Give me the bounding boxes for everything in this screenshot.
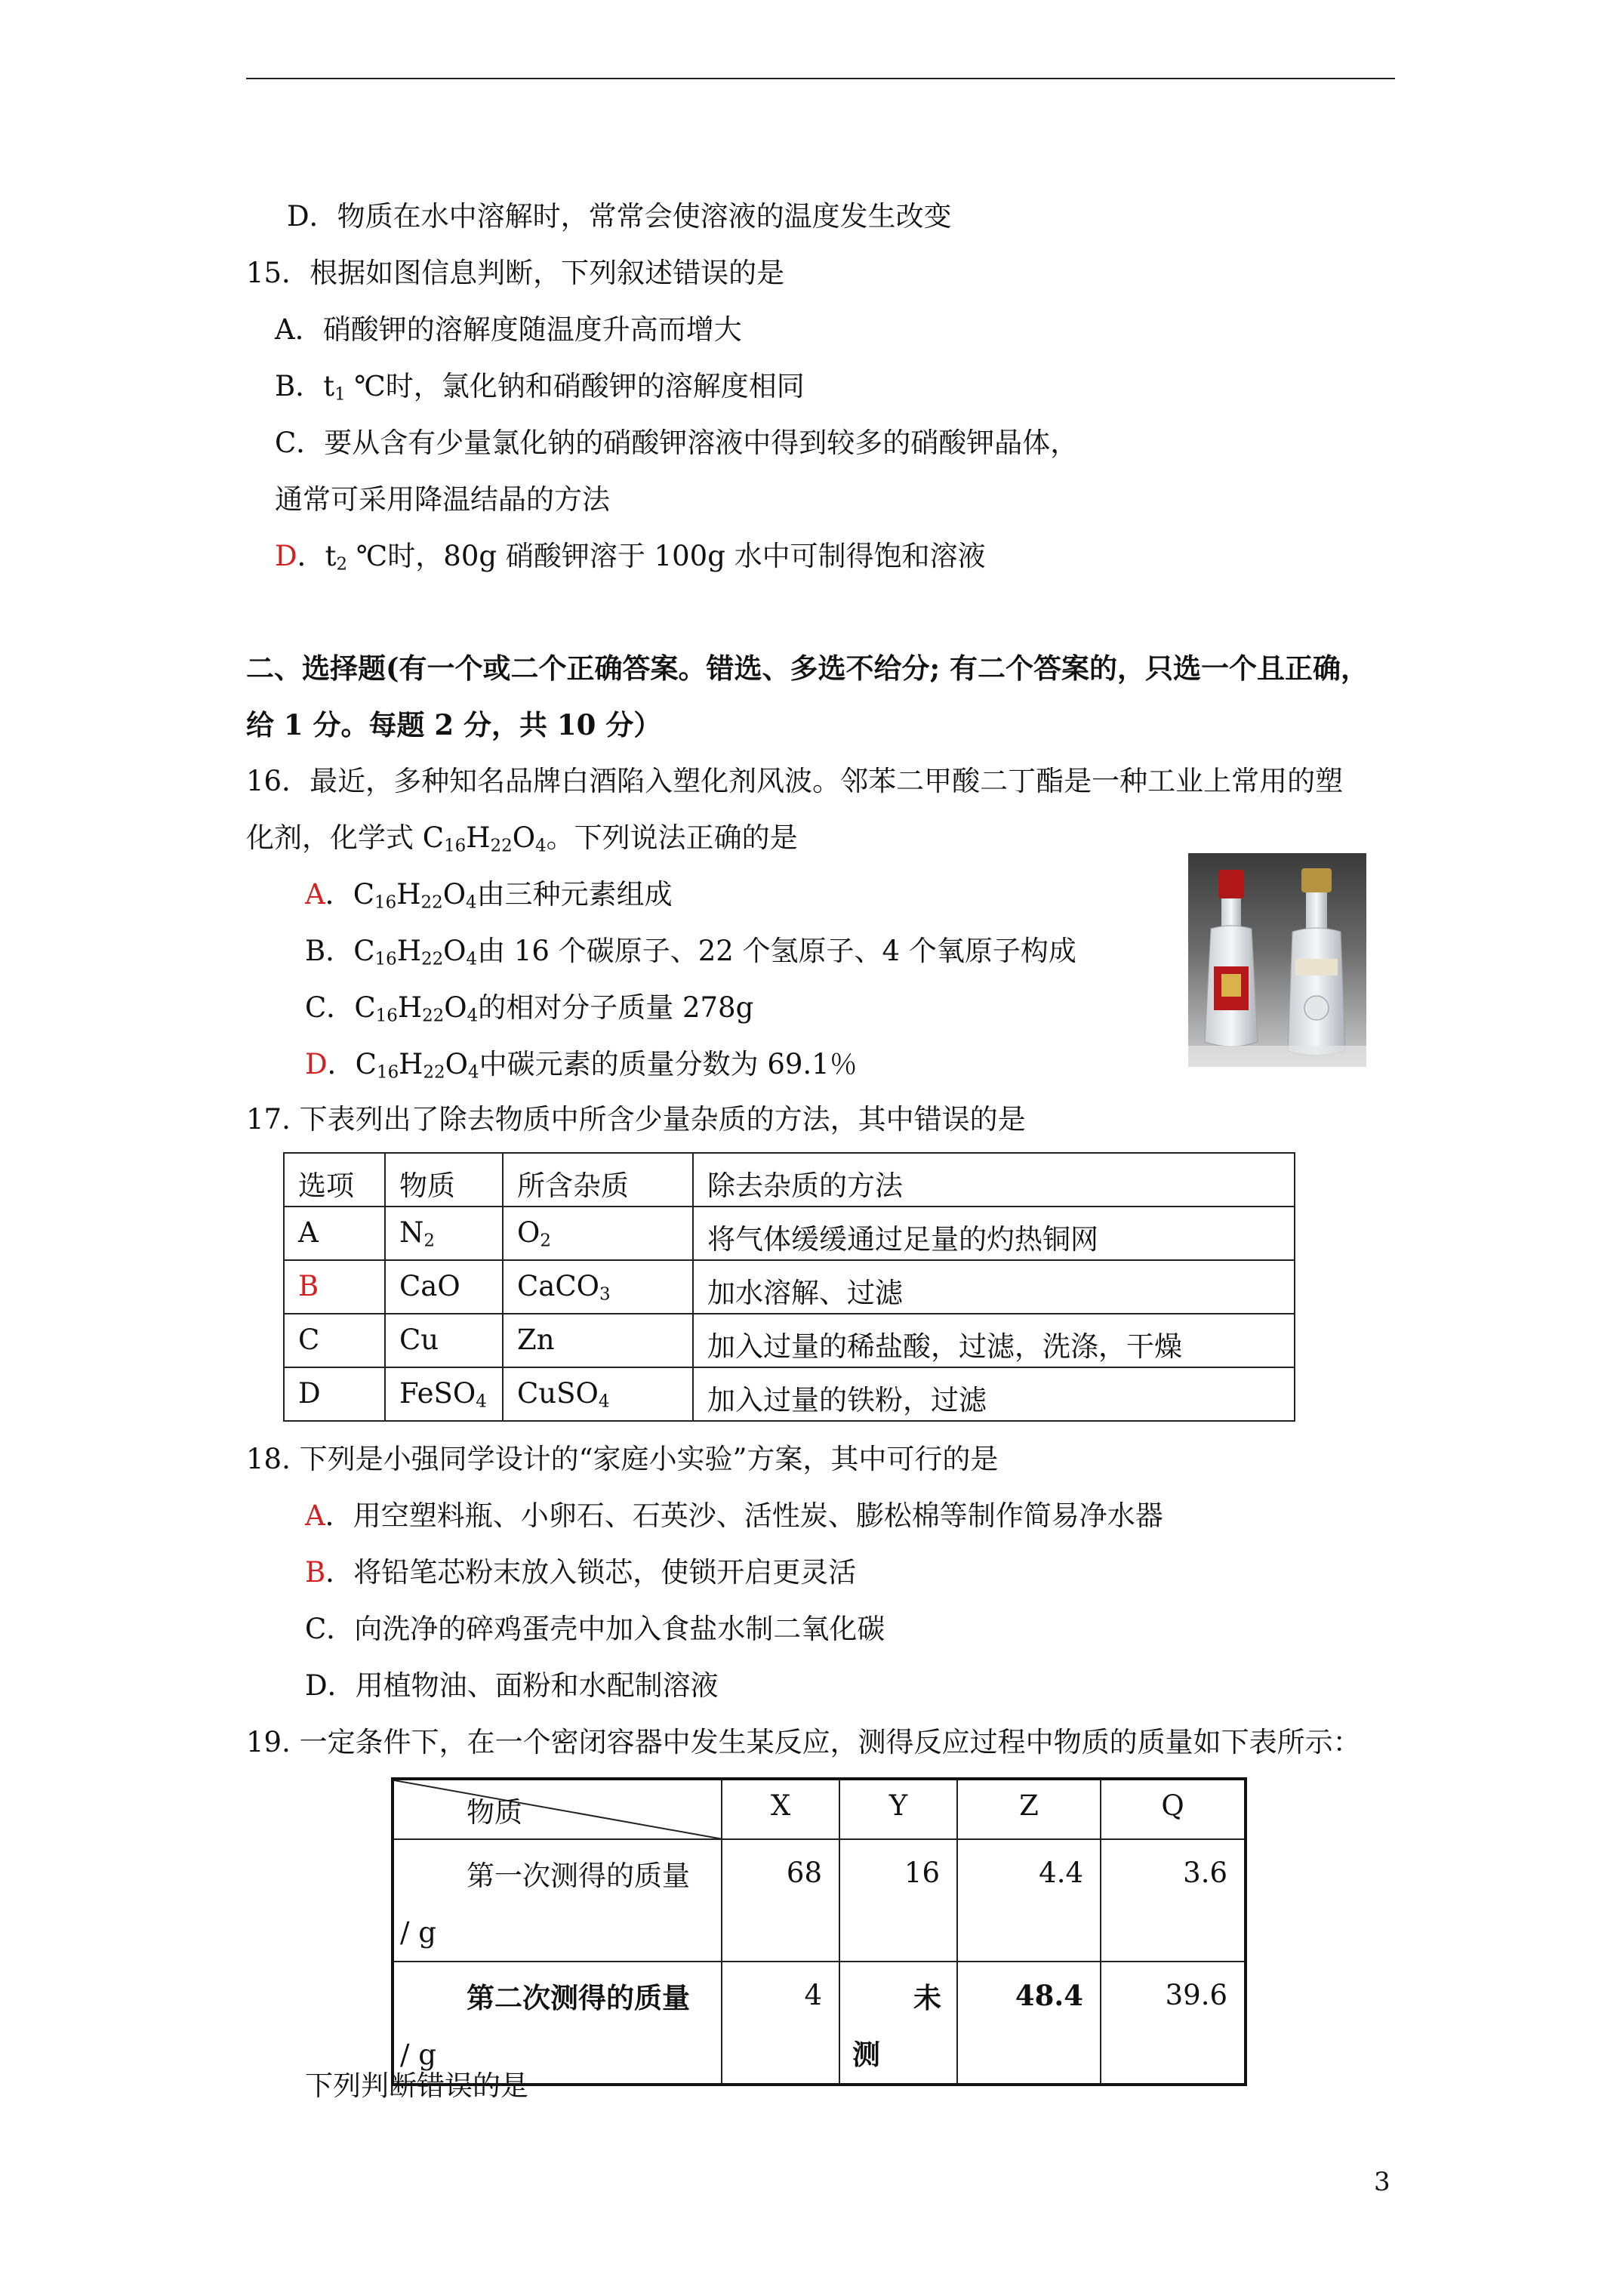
table-header-cell: 所含杂质: [503, 1153, 693, 1207]
data-cell: 48.4: [957, 1962, 1101, 2085]
q15-option-b: B．$t_1$ ℃时，氯化钠和硝酸钾的溶解度相同: [275, 370, 805, 405]
table-row: [284, 1367, 1295, 1421]
substance-cell: FeSO$_4$: [385, 1367, 503, 1421]
answer-mark: D: [305, 1048, 328, 1080]
option-cell-answer: B: [284, 1260, 385, 1314]
section-2-heading-line1: 二、选择题(有一个或二个正确答案。错选、多选不给分; 有二个答案的，只选一个且正确，: [246, 652, 1369, 685]
q15-option-c-line2: 通常可采用降温结晶的方法: [275, 483, 610, 516]
impurity-cell: CuSO$_4$: [503, 1367, 693, 1421]
reaction-mass-table: [391, 1777, 1247, 2086]
row-label: 第二次测得的质量 / g: [393, 1962, 722, 2085]
table-row: [284, 1314, 1295, 1367]
method-cell: 加入过量的稀盐酸，过滤，洗涤，干燥: [693, 1314, 1295, 1367]
column-header: X: [722, 1779, 839, 1839]
substance-cell: CaO: [385, 1260, 503, 1314]
q16-option-c: C．$C_{16}H_{22}O_4$的相对分子质量 278g: [305, 991, 754, 1026]
option-cell: A: [284, 1207, 385, 1260]
answer-mark: A: [305, 878, 325, 911]
impurity-cell: CaCO$_3$: [503, 1260, 693, 1314]
q18-stem: 18. 下列是小强同学设计的“家庭小实验”方案，其中可行的是: [246, 1443, 999, 1475]
q18-option-c: C．向洗净的碎鸡蛋壳中加入食盐水制二氧化碳: [305, 1613, 885, 1645]
option-cell: C: [284, 1314, 385, 1367]
table-header-cell: 选项: [284, 1153, 385, 1207]
header-rule: [246, 78, 1395, 79]
table-header-cell: 除去杂质的方法: [693, 1153, 1295, 1207]
liquor-bottles-photo: [1188, 853, 1366, 1067]
data-cell: 4.4: [957, 1839, 1101, 1962]
page-number: 3: [1374, 2167, 1390, 2197]
answer-mark: A: [305, 1499, 325, 1532]
table-row: [284, 1260, 1295, 1314]
q18-option-b: B．将铅笔芯粉末放入锁芯，使锁开启更灵活: [305, 1556, 857, 1589]
column-header: Q: [1101, 1779, 1246, 1839]
table-header-row: [393, 1779, 1246, 1839]
q15-option-d: D．$t_2$ ℃时，80g 硝酸钾溶于 100g 水中可制得饱和溶液: [275, 540, 986, 575]
method-cell: 将气体缓缓通过足量的灼热铜网: [693, 1207, 1295, 1260]
q16-option-b: B．$C_{16}H_{22}O_4$由 16 个碳原子、22 个氢原子、4 个氧原子构成: [305, 935, 1076, 969]
answer-mark: D: [275, 540, 297, 572]
q16-option-d: D．$C_{16}H_{22}O_4$中碳元素的质量分数为 69.1％: [305, 1048, 858, 1083]
column-header: Y: [839, 1779, 957, 1839]
impurity-removal-table: [283, 1152, 1295, 1422]
q15-stem: 15．根据如图信息判断，下列叙述错误的是: [246, 257, 785, 289]
substance-cell: Cu: [385, 1314, 503, 1367]
data-cell: 68: [722, 1839, 839, 1962]
q16-option-a: A．$C_{16}H_{22}O_4$由三种元素组成: [305, 878, 673, 913]
data-cell: 未 测: [839, 1962, 957, 2085]
impurity-cell: $O_2$: [503, 1207, 693, 1260]
q16-stem-line1: 16．最近，多种知名品牌白酒陷入塑化剂风波。邻苯二甲酸二丁酯是一种工业上常用的塑: [246, 765, 1344, 797]
q17-stem: 17. 下表列出了除去物质中所含少量杂质的方法，其中错误的是: [246, 1103, 1026, 1136]
column-header: Z: [957, 1779, 1101, 1839]
diagonal-line: [394, 1780, 723, 1841]
corner-label: 物质: [467, 1796, 522, 1829]
table-row: [393, 1839, 1246, 1962]
method-cell: 加水溶解、过滤: [693, 1260, 1295, 1314]
diagonal-header-cell: [393, 1779, 722, 1839]
substance-cell: $N_2$: [385, 1207, 503, 1260]
q15-option-c-line1: C．要从含有少量氯化钠的硝酸钾溶液中得到较多的硝酸钾晶体，: [275, 427, 1079, 459]
table-row: [393, 1962, 1246, 2085]
data-cell: 3.6: [1101, 1839, 1246, 1962]
option-cell: D: [284, 1367, 385, 1421]
q14-option-d: D．物质在水中溶解时，常常会使溶液的温度发生改变: [287, 200, 952, 233]
section-2-heading-line2: 给 1 分。每题 2 分，共 10 分）: [246, 708, 662, 741]
row-label: 第一次测得的质量 / g: [393, 1839, 722, 1962]
answer-mark: B: [305, 1556, 326, 1589]
table-header-cell: 物质: [385, 1153, 503, 1207]
q16-stem-line2: 化剂，化学式 $C_{16}H_{22}O_4$。下列说法正确的是: [246, 821, 798, 856]
q18-option-a: A．用空塑料瓶、小卵石、石英沙、活性炭、膨松棉等制作简易净水器: [305, 1499, 1163, 1532]
data-cell: 16: [839, 1839, 957, 1962]
q19-stem: 19. 一定条件下，在一个密闭容器中发生某反应，测得反应过程中物质的质量如下表所示：: [246, 1726, 1361, 1758]
q15-option-a: A．硝酸钾的溶解度随温度升高而增大: [275, 313, 742, 346]
method-cell: 加入过量的铁粉，过滤: [693, 1367, 1295, 1421]
data-cell: 4: [722, 1962, 839, 2085]
q19-follow-up: 下列判断错误的是: [305, 2069, 528, 2102]
data-cell: 39.6: [1101, 1962, 1246, 2085]
table-row: [284, 1207, 1295, 1260]
table-header-row: [284, 1153, 1295, 1207]
q18-option-d: D．用植物油、面粉和水配制溶液: [305, 1669, 719, 1702]
impurity-cell: Zn: [503, 1314, 693, 1367]
